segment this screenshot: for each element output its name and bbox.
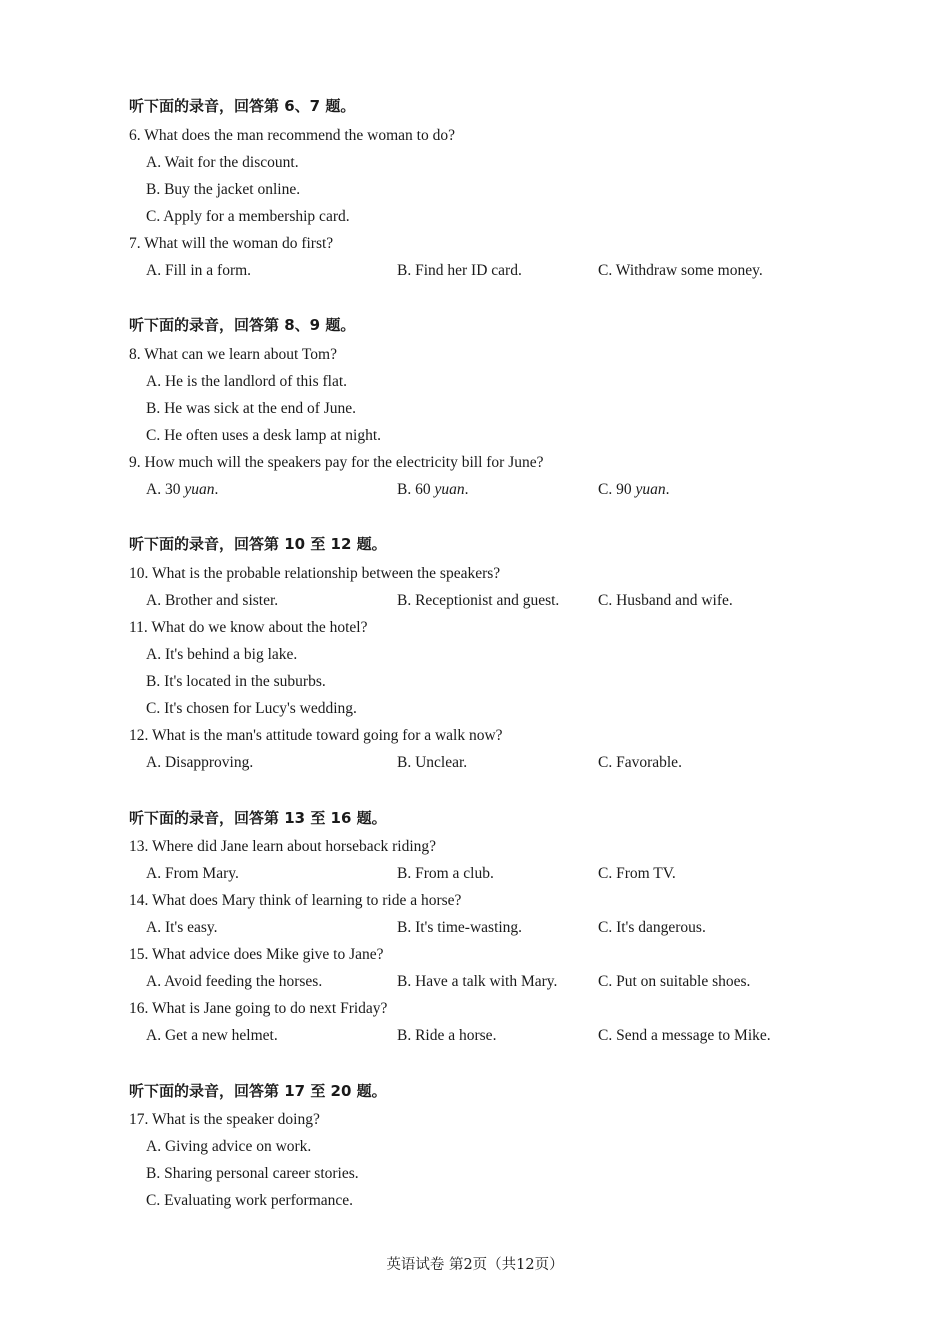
question-16-option-c: C. Send a message to Mike. (598, 1027, 771, 1044)
question-7-option-a: A. Fill in a form. (146, 262, 252, 279)
question-14-option-b: B. It's time-wasting. (397, 919, 523, 936)
section-heading: 听下面的录音，回答第 17 至 20 题。 (129, 1082, 387, 1100)
option-prefix: C. 90 (598, 481, 636, 498)
question-10-option-a: A. Brother and sister. (146, 592, 279, 609)
question-6-stem: 6. What does the man recommend the woman to do? (129, 127, 455, 144)
section-heading: 听下面的录音，回答第 8、9 题。 (129, 316, 356, 334)
question-12-option-c: C. Favorable. (598, 754, 682, 771)
question-8-option-c: C. He often uses a desk lamp at night. (146, 427, 382, 444)
question-16-option-b: B. Ride a horse. (397, 1027, 497, 1044)
question-10-stem: 10. What is the probable relationship between the speakers? (129, 565, 501, 582)
question-16-option-a: A. Get a new helmet. (146, 1027, 278, 1044)
question-10-option-c: C. Husband and wife. (598, 592, 733, 609)
question-8-stem: 8. What can we learn about Tom? (129, 346, 337, 363)
question-13-option-c: C. From TV. (598, 865, 676, 882)
question-6-option-c: C. Apply for a membership card. (146, 208, 350, 225)
question-15-stem: 15. What advice does Mike give to Jane? (129, 946, 384, 963)
question-7-stem: 7. What will the woman do first? (129, 235, 334, 252)
question-15-option-a: A. Avoid feeding the horses. (146, 973, 323, 990)
question-17-option-c: C. Evaluating work performance. (146, 1192, 354, 1209)
question-9-stem: 9. How much will the speakers pay for the electricity bill for June? (129, 454, 544, 471)
question-13-option-a: A. From Mary. (146, 865, 239, 882)
question-8-option-b: B. He was sick at the end of June. (146, 400, 357, 417)
question-15-option-c: C. Put on suitable shoes. (598, 973, 751, 990)
question-14-option-a: A. It's easy. (146, 919, 218, 936)
question-11-stem: 11. What do we know about the hotel? (129, 619, 368, 636)
question-11-option-c: C. It's chosen for Lucy's wedding. (146, 700, 357, 717)
question-6-option-b: B. Buy the jacket online. (146, 181, 301, 198)
question-13-stem: 13. Where did Jane learn about horseback riding? (129, 838, 437, 855)
question-17-option-a: A. Giving advice on work. (146, 1138, 312, 1155)
question-12-option-a: A. Disapproving. (146, 754, 254, 771)
section-heading: 听下面的录音，回答第 6、7 题。 (129, 97, 356, 115)
option-suffix: . (464, 481, 469, 498)
section-heading: 听下面的录音，回答第 10 至 12 题。 (129, 535, 387, 553)
currency-unit: yuan (434, 481, 465, 498)
option-prefix: B. 60 (397, 481, 435, 498)
question-7-option-b: B. Find her ID card. (397, 262, 522, 279)
question-11-option-a: A. It's behind a big lake. (146, 646, 298, 663)
currency-unit: yuan (184, 481, 215, 498)
currency-unit: yuan (635, 481, 666, 498)
question-17-stem: 17. What is the speaker doing? (129, 1111, 320, 1128)
question-14-option-c: C. It's dangerous. (598, 919, 706, 936)
question-12-stem: 12. What is the man's attitude toward going for a walk now? (129, 727, 503, 744)
section-heading: 听下面的录音，回答第 13 至 16 题。 (129, 809, 387, 827)
question-15-option-b: B. Have a talk with Mary. (397, 973, 558, 990)
option-suffix: . (214, 481, 219, 498)
question-10-option-b: B. Receptionist and guest. (397, 592, 560, 609)
question-13-option-b: B. From a club. (397, 865, 494, 882)
question-12-option-b: B. Unclear. (397, 754, 468, 771)
question-9-option-b (397, 480, 468, 500)
question-14-stem: 14. What does Mary think of learning to ride a horse? (129, 892, 462, 909)
option-prefix: A. 30 (146, 481, 185, 498)
question-16-stem: 16. What is Jane going to do next Friday? (129, 1000, 388, 1017)
question-9-option-c (598, 480, 669, 500)
question-9-option-a (146, 480, 218, 500)
option-suffix: . (665, 481, 670, 498)
page-footer: 英语试卷 第2页（共12页） (386, 1257, 564, 1273)
question-7-option-c: C. Withdraw some money. (598, 262, 763, 279)
question-11-option-b: B. It's located in the suburbs. (146, 673, 326, 690)
question-17-option-b: B. Sharing personal career stories. (146, 1165, 359, 1182)
question-6-option-a: A. Wait for the discount. (146, 154, 299, 171)
question-8-option-a: A. He is the landlord of this flat. (146, 373, 348, 390)
